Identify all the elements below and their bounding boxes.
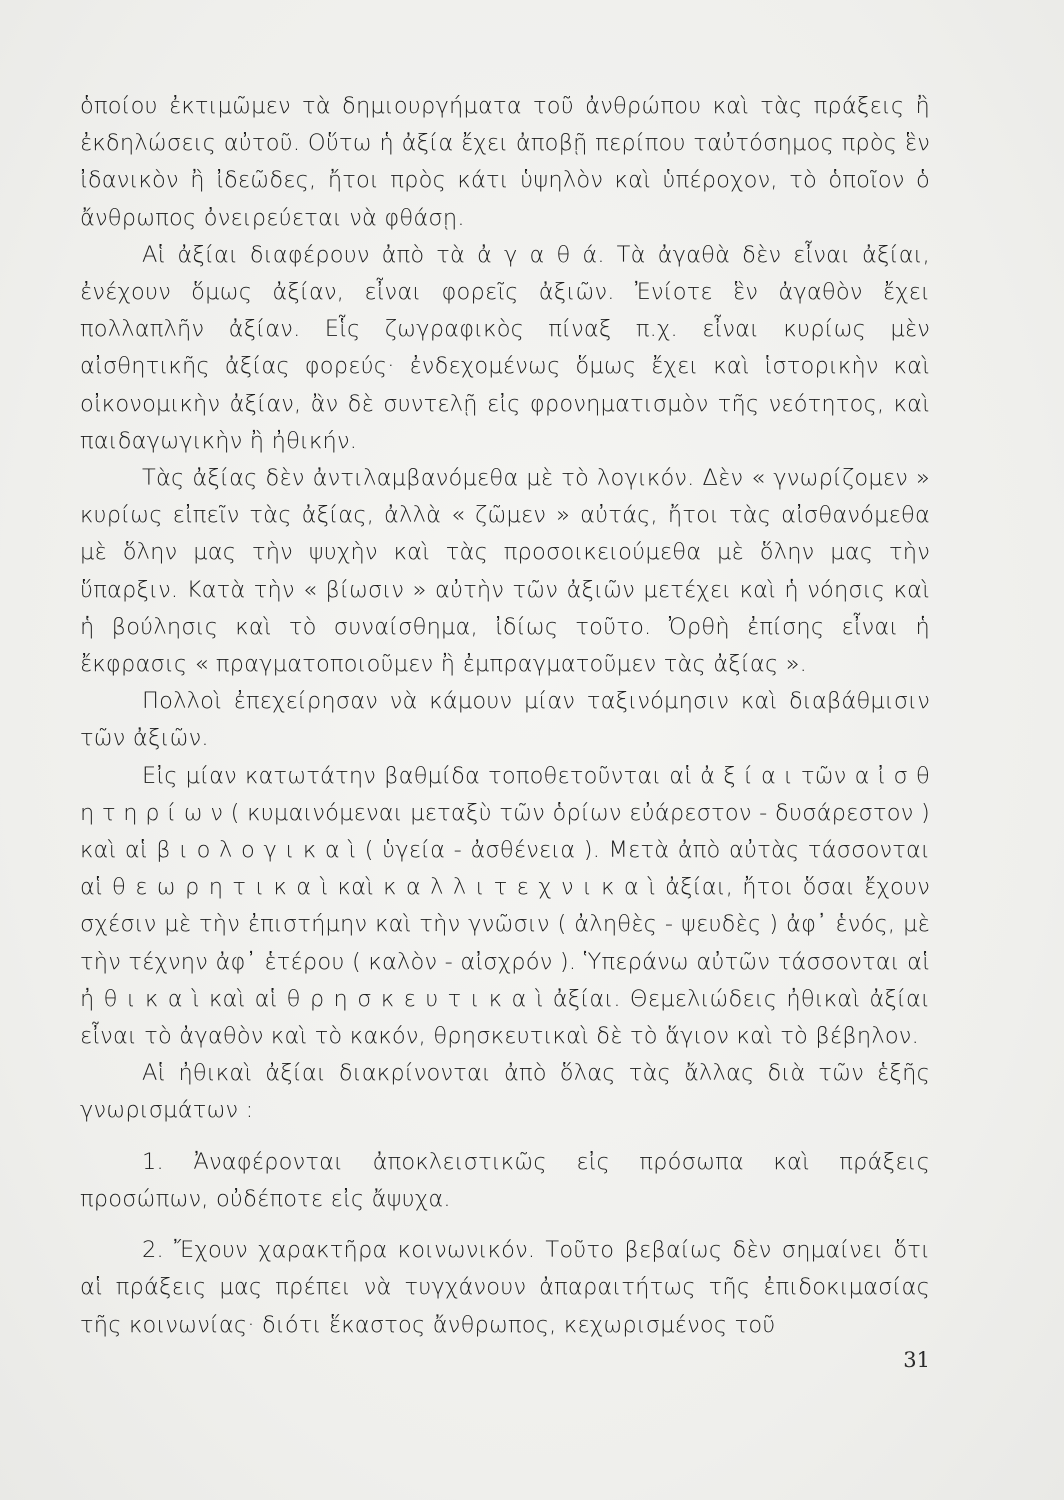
paragraph-perceiving-values: Τὰς ἀξίας δὲν ἀντιλαμβανόμεθα μὲ τὸ λογικόν. Δὲν « γνωρίζομεν » κυρίως εἰπεῖν τὰς ἀξίας, ἀλλὰ « ζῶμεν » αὐτάς, ἤτοι τὰς αἰσθανόμεθα μὲ ὅλην μας τὴν ψυχὴν καὶ τὰς προσοικειούμεθα μὲ ὅλην μας τὴν ὕπαρξιν. Κατὰ τὴν « βίωσιν » αὐτὴν τῶν ἀξιῶν μετέχει καὶ ἡ νόησις καὶ ἡ βούλησις καὶ τὸ συναίσθημα, ἰδίως τοῦτο. Ὀρθὴ ἐπίσης εἶναι ἡ ἔκφρασις « πραγματοποιοῦμεν ἢ ἐμπραγματοῦμεν τὰς ἀξίας ». (80, 465, 930, 678)
paragraph-continuation: ὁποίου ἐκτιμῶμεν τὰ δημιουργήματα τοῦ ἀνθρώπου καὶ τὰς πράξεις ἢ ἐκδηλώσεις αὐτοῦ. Οὕτω ἡ ἀξία ἔχει ἀποβῇ περίπου ταὐτόσημος πρὸς ἓν ἰδανικὸν ἢ ἰδεῶδες, ἤτοι πρὸς κάτι ὑψηλὸν καὶ ὑπέροχον, τὸ ὁποῖον ὁ ἄνθρωπος ὀνειρεύεται νὰ φθάσῃ. (80, 93, 930, 231)
page-number: 31 (903, 1348, 930, 1372)
paragraph-ethical-values-intro: Αἱ ἠθικαὶ ἀξίαι διακρίνονται ἀπὸ ὅλας τὰς ἄλλας διὰ τῶν ἑξῆς γνωρισμάτων : (80, 1060, 930, 1124)
paragraph-value-hierarchy: Εἰς μίαν κατωτάτην βαθμίδα τοποθετοῦνται αἱ ἀ ξ ί α ι τῶν α ἰ σ θ η τ η ρ ί ω ν ( κυμαινόμεναι μεταξὺ τῶν ὁρίων εὐάρεστον - δυσάρεστον ) καὶ αἱ β ι ο λ ο γ ι κ α ὶ ( ὑγεία - ἀσθένεια ). Μετὰ ἀπὸ αὐτὰς τάσσονται αἱ θ ε ω ρ η τ ι κ α ὶ καὶ κ α λ λ ι τ ε χ ν ι κ α ὶ ἀξίαι, ἤτοι ὅσαι ἔχουν σχέσιν μὲ τὴν ἐπιστήμην καὶ τὴν γνῶσιν ( ἀληθὲς - ψευδὲς ) ἀφ᾽ ἑνός, μὲ τὴν τέχνην ἀφ᾽ ἑτέρου ( καλὸν - αἰσχρόν ). Ὑπεράνω αὐτῶν τάσσονται αἱ ἠ θ ι κ α ὶ καὶ αἱ θ ρ η σ κ ε υ τ ι κ α ὶ ἀξίαι. Θεμελιώδεις ἠθικαὶ ἀξίαι εἶναι τὸ ἀγαθὸν καὶ τὸ κακόν, θρησκευτικαὶ δὲ τὸ ἅγιον καὶ τὸ βέβηλον. (80, 762, 930, 1050)
numbered-item-1: 1. Ἀναφέρονται ἀποκλειστικῶς εἰς πρόσωπα καὶ πράξεις προσώπων, οὐδέποτε εἰς ἄψυχα. (80, 1148, 930, 1212)
page-body-text (80, 88, 930, 1344)
paragraph-classification-intro: Πολλοὶ ἐπεχείρησαν νὰ κάμουν μίαν ταξινόμησιν καὶ διαβάθμισιν τῶν ἀξιῶν. (80, 688, 930, 752)
paragraph-values-vs-goods: Αἱ ἀξίαι διαφέρουν ἀπὸ τὰ ἀ γ α θ ά. Τὰ ἀγαθὰ δὲν εἶναι ἀξίαι, ἐνέχουν ὅμως ἀξίαν, εἶναι φορεῖς ἀξιῶν. Ἐνίοτε ἓν ἀγαθὸν ἔχει πολλαπλῆν ἀξίαν. Εἷς ζωγραφικὸς πίναξ π.χ. εἶναι κυρίως μὲν αἰσθητικῆς ἀξίας φορεύς· ἐνδεχομένως ὅμως ἔχει καὶ ἱστορικὴν καὶ οἰκονομικὴν ἀξίαν, ἂν δὲ συντελῇ εἰς φρονηματισμὸν τῆς νεότητος, καὶ παιδαγωγικὴν ἢ ἠθικήν. (80, 241, 930, 454)
numbered-item-2: 2. Ἔχουν χαρακτῆρα κοινωνικόν. Τοῦτο βεβαίως δὲν σημαίνει ὅτι αἱ πράξεις μας πρέπει νὰ τυγχάνουν ἀπαραιτήτως τῆς ἐπιδοκιμασίας τῆς κοινωνίας· διότι ἕκαστος ἄνθρωπος, κεχωρισμένος τοῦ (80, 1237, 930, 1338)
